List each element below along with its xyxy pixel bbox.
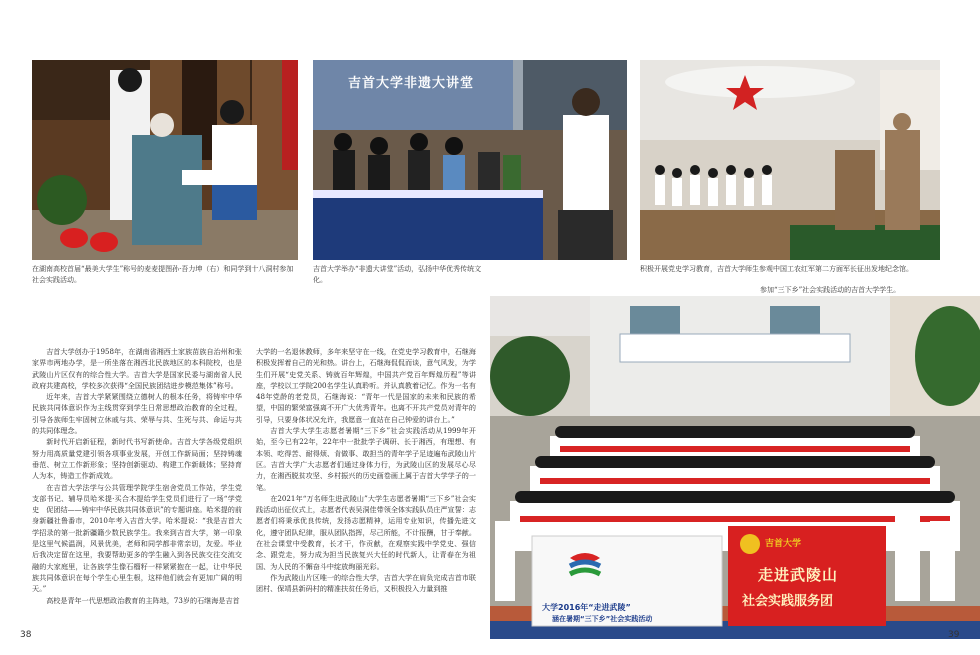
photo-museum-scene — [640, 60, 940, 260]
photo1-caption: 在湖南高校首届“最美大学生”称号的麦麦提图孙·吾力坤（右）和同学到十八洞村参加社会实践活动。 — [32, 265, 294, 284]
photo-museum-visit — [640, 60, 940, 260]
flag-right-line1: 走进武陵山 — [758, 566, 839, 584]
paragraph: 吉首大学创办于1958年，在湖南省湘西土家族苗族自治州和张家界市两地办学，是一所坐落在湘西北民族地区的本科院校，也是武陵山片区仅有的综合性大学。吉首大学是国家民委与湖南省人民政府共建高校，学校多次获得“全国民族团结进步模范集体”称号。 — [32, 347, 242, 390]
page-number-left: 38 — [20, 630, 32, 640]
flag-left-line1: 大学2016年“走进武陵” — [542, 603, 631, 612]
page-number-right: 39 — [948, 630, 960, 640]
photo2-caption: 吉首大学举办“非遗大讲堂”活动，弘扬中华优秀传统文化。 — [313, 265, 482, 284]
flag-left-line2: 涵在暑期“三下乡”社会实践活动 — [552, 615, 653, 623]
lecture-banner-text: 吉首大学非遗大讲堂 — [348, 76, 475, 91]
article-column-1 — [32, 346, 242, 606]
paragraph: 在2021年“万名师生进武陵山”大学生志愿者暑期“三下乡”社会实践活动出征仪式上，志愿者代表吴洞佳带领全体实践队员庄严宣誓：志愿者们将秉承优良传统，发扬志愿精神，运用专业知识，传播先进文化，遵守团队纪律，服从团队指挥，尽己所能，不计报酬，甘于奉献。在社会课堂中受教育，长才干，作贡献，在观察实践中学党史、强信念、跟党走，努力成为担当民族复兴大任的时代新人，让青春在为祖国、为人民的不懈奋斗中绽放绚丽光彩。 — [256, 493, 476, 571]
article-column-2 — [256, 346, 476, 595]
photo3-caption: 积极开展党史学习教育，吉首大学师生参观中国工农红军第二方面军长征出发地纪念馆。 — [640, 265, 913, 273]
photo-social-practice-village — [32, 60, 298, 260]
photo-group-scene — [490, 296, 980, 639]
flag-right-line2: 社会实践服务团 — [742, 594, 834, 609]
paragraph: 作为武陵山片区唯一的综合性大学，吉首大学在肩负完成吉首市联团村、保靖县新码村的精准扶贫任务后，又积极投入力量到推 — [256, 572, 476, 594]
photo4-title: 参加“三下乡”社会实践活动的吉首大学学生。 — [760, 286, 901, 294]
flag-right-name: 吉首大学 — [765, 539, 802, 549]
paragraph: 近年来，吉首大学紧紧围绕立德树人的根本任务，将铸牢中华民族共同体意识作为主线贯穿到学生日常思想政治教育的全过程，引导各族师生牢固树立休戚与共、荣辱与共、生死与共、命运与共的共同体理念。 — [32, 392, 242, 436]
photo-heritage-lecture — [313, 60, 627, 260]
photo-village-scene — [32, 60, 298, 260]
paragraph: 在吉首大学法学与公共管理学院学生宿舍党员工作站，学生党支部书记、辅导员哈米提·买合木提给学生党员们进行了一场“学党史 促团结——铸牢中华民族共同体意识”的专题讲座。哈米提的前身新疆社鲁番市，2010年考入吉首大学。哈米提说：“我是吉首大学招录的第一批新疆籍少数民族学生。我来到吉首大学，第一印象是这里气候温润，风景优美，老师和同学都非常亲切，友爱。毕业后我决定留在这里，我要帮助更多的学生融入到各民族交往交流交融的大家庭里，让各族学生像石榴籽一样紧紧抱在一起，让中华民族共同体意识在每个学生心里生根，这样他们就会有更加广阔的明天。” — [32, 482, 242, 594]
paragraph: 吉首大学大学生志愿者暑期“三下乡”社会实践活动从1999年开始，至今已有22年，22年中一批批学子调研、长于湘西，有理想、有本领、吃得苦、耐得烦、肯做事、敢担当的青年学子足迹遍布武陵山片区。吉首大学广大志愿者们通过身体力行，为武陵山区的发展尽心尽力，在湘西脱贫攻坚、乡村振兴的历史画卷画上属于吉首大学学子的一笔。 — [256, 426, 476, 492]
paragraph: 大学的一名退休教师，多年来坚守在一线，在党史学习教育中，石继海积极发挥着自己的光和热。讲台上，石继海侃侃而谈，意气风发，为学生们开展“史党关系、铸就百年辉煌，中国共产党百年辉煌历程”等讲座，学校以工学院200名学生认真聆听。并认真教着记忆。作为一名有48年党龄的老党员，石继海说：“青年一代是国家的未来和民族的希望，中国的繁荣富强离不开广大优秀青年。也离不开共产党员对青年的引导，只要身体状况允许，我愿意一直站在自己钟爱的讲台上。” — [256, 347, 476, 424]
paragraph: 高校是青年一代思想政治教育的主阵地，73岁的石继海是吉首 — [46, 595, 240, 605]
paragraph: 新时代开启新征程，新时代书写新使命。吉首大学各级党组织努力用高质量党建引领各项事业发展，开创工作新局面；坚持铸魂垂范、树立工作新形象；坚持创新驱动、构建工作新载体；坚持育人为本，铸造工作新成效。 — [32, 437, 242, 481]
photo-group-volunteers — [490, 296, 980, 639]
